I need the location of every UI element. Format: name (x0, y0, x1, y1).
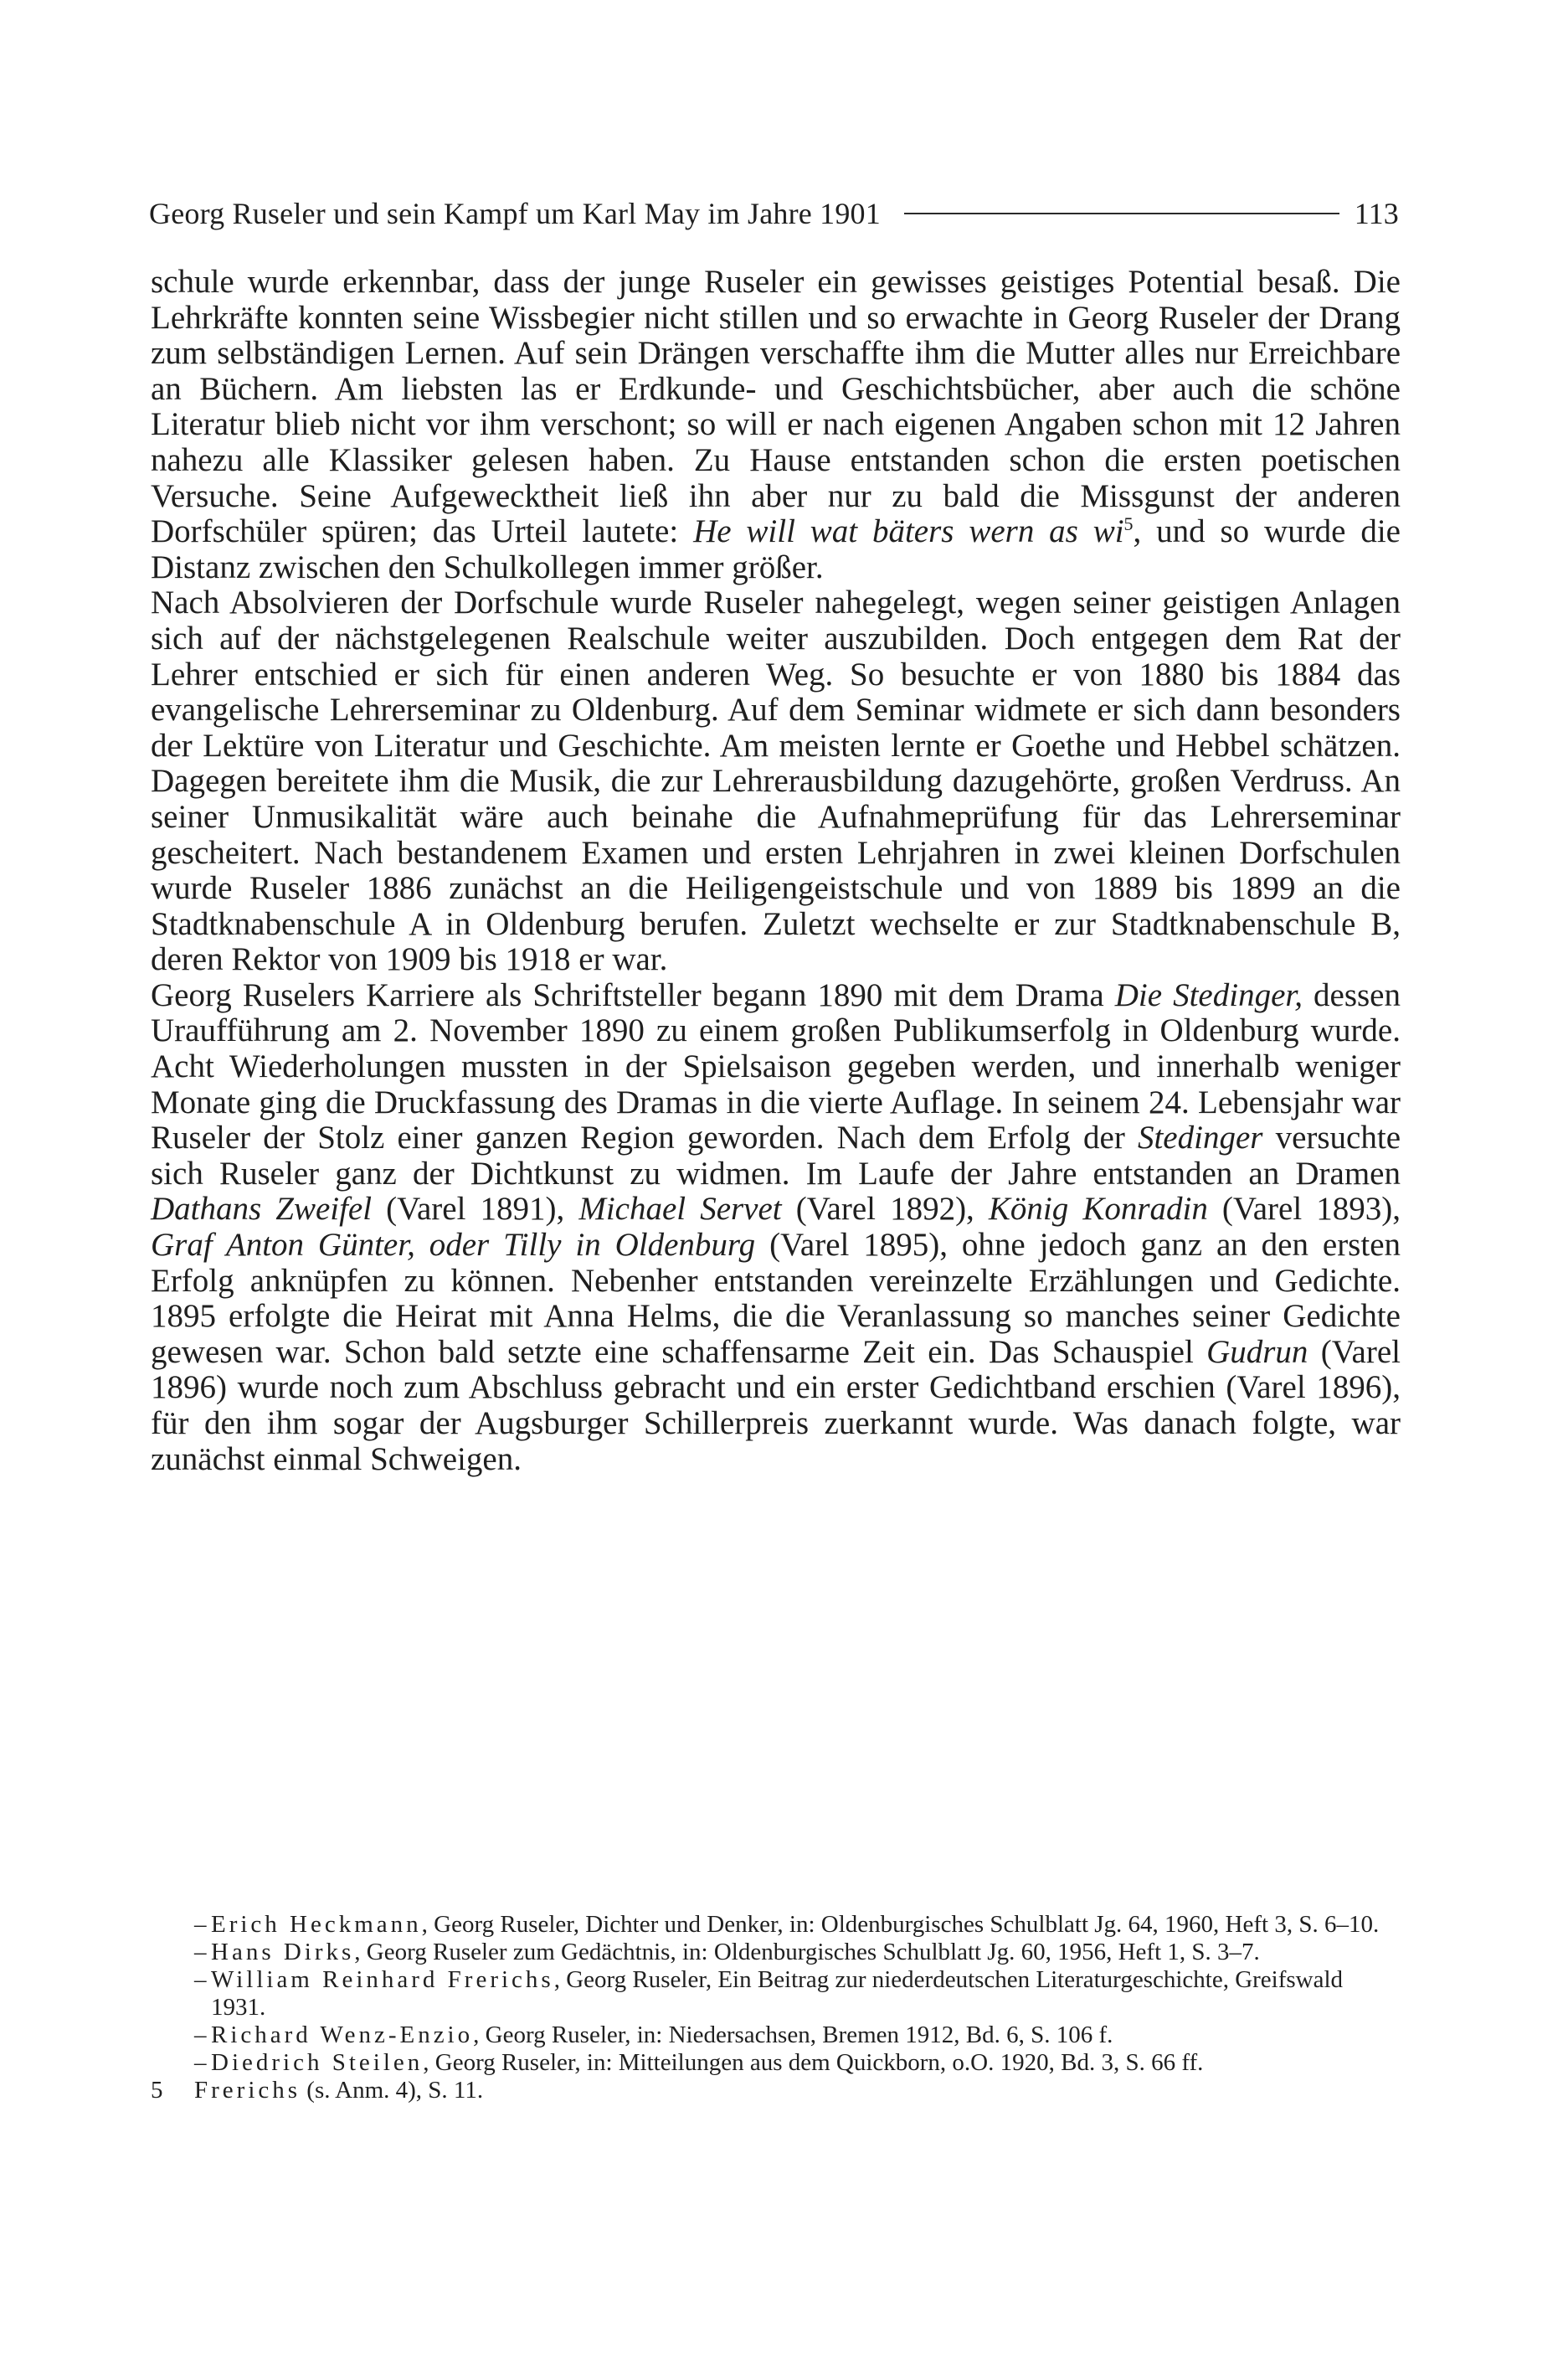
running-header-title: Georg Ruseler und sein Kampf um Karl May im Jahre 1901 (149, 197, 881, 230)
paragraph-2: Nach Absolvieren der Dorfschule wurde Ruseler nahegelegt, wegen seiner geistigen Anlagen sich auf der nächstgelegenen Realschule weiter auszubilden. Doch entgegen dem Rat der Lehrer entschied er sich für einen anderen Weg. So besuchte er von 1880 bis 1884 das evangelische Lehrerseminar zu Oldenburg. Auf dem Seminar widmete er sich dann besonders der Lektüre von Literatur und Geschichte. Am meisten lernte er Goethe und Hebbel schätzen. Dagegen bereitete ihm die Musik, die zur Lehrerausbildung dazugehörte, großen Verdruss. An seiner Unmusikalität wäre auch beinahe die Aufnahmeprüfung für das Lehrerseminar gescheitert. Nach bestandenem Examen und ersten Lehrjahren in zwei kleinen Dorfschulen wurde Ruseler 1886 zunächst an die Heiligengeistschule und von 1889 bis 1899 an die Stadtknabenschule A in Oldenburg berufen. Zuletzt wechselte er zur Stadtknabenschule B, deren Rektor von 1909 bis 1918 er war. (151, 585, 1401, 978)
footnote-author: Erich Heckmann (211, 1911, 422, 1938)
footnotes (151, 1911, 1401, 2104)
footnote-author: William Reinhard Frerichs (211, 1966, 554, 1993)
work-title: Die Stedinger, (1114, 976, 1303, 1013)
page-number: 113 (1354, 197, 1399, 230)
work-title: Graf Anton Günter, oder Tilly in Oldenburg (151, 1227, 756, 1264)
work-title: Dathans Zweifel (151, 1191, 373, 1228)
footnote-4-item: – Erich Heckmann, Georg Ruseler, Dichter und Denker, in: Oldenburgisches Schulblatt Jg. 64, 1960, Heft 3, S. 6–10. (194, 1911, 1380, 1938)
paragraph-1: schule wurde erkennbar, dass der junge Ruseler ein gewisses geistiges Potential besaß. Die Lehrkräfte konnten seine Wissbegier nicht stillen und so erwachte in Georg Ruseler der Drang zum selbständigen Lernen. Auf sein Drängen verschaffte ihm die Mutter alles nur Erreichbare an Büchern. Am liebsten las er Erdkunde- und Geschichtsbücher, aber auch die schöne Literatur blieb nicht vor ihm verschont; so will er nach eigenen Angaben schon mit 12 Jahren nahezu alle Klassiker gelesen haben. Zu Hause entstanden schon die ersten poetischen Versuche. Seine Aufgewecktheit ließ ihn aber nur zu bald die Missgunst der anderen Dorfschüler spüren; das Urteil lautete: He will wat bäters wern as $wi^5$, und so wurde die Distanz zwischen den Schulkollegen immer größer. (151, 264, 1401, 585)
paragraph-3: Georg Ruselers Karriere als Schriftsteller begann 1890 mit dem Drama Die Stedinger, dessen Uraufführung am 2. November 1890 zu einem großen Publikumserfolg in Oldenburg wurde. Acht Wiederholungen mussten in der Spielsaison gegeben werden, und innerhalb weniger Monate ging die Druckfassung des Dramas in die vierte Auflage. In seinem 24. Lebensjahr war Ruseler der Stolz einer ganzen Region geworden. Nach dem Erfolg der Stedinger versuchte sich Ruseler ganz der Dichtkunst zu widmen. Im Laufe der Jahre entstanden an Dramen Dathans Zweifel (Varel 1891), Michael Servet (Varel 1892), König Konradin (Varel 1893), Graf Anton Günter, oder Tilly in Oldenburg (Varel 1895), ohne jedoch ganz an den ersten Erfolg anknüpfen zu können. Nebenher entstanden vereinzelte Erzählungen und Gedichte. 1895 erfolgte die Heirat mit Anna Helms, die die Veranlassung so manches seiner Gedichte gewesen war. Schon bald setzte eine schaffensarme Zeit ein. Das Schauspiel Gudrun (Varel 1896) wurde noch zum Abschluss gebracht und ein erster Gedichtband erschien (Varel 1896), für den ihm sogar der Augsburger Schillerpreis zuerkannt wurde. Was danach folgte, war zunächst einmal Schweigen. (151, 976, 1401, 1477)
work-title: Gudrun (1206, 1333, 1308, 1370)
footnote-4-item: – William Reinhard Frerichs, Georg Ruseler, Ein Beitrag zur niederdeutschen Literaturgeschichte, Greifswald 1931. (194, 1966, 1344, 2021)
body-text (151, 265, 1401, 1477)
footnote-4-item: – Diedrich Steilen, Georg Ruseler, in: Mitteilungen aus dem Quickborn, o.O. 1920, Bd. 3, S. 66 ff. (194, 2049, 1204, 2076)
running-header (149, 188, 1399, 239)
footnote-number: 5 (151, 2077, 163, 2104)
footnote-author: Hans Dirks (211, 1939, 355, 1965)
footnote-ref-5[interactable]: 5 (1123, 513, 1134, 535)
footnote-4-item: – Hans Dirks, Georg Ruseler zum Gedächtnis, in: Oldenburgisches Schulblatt Jg. 60, 1956, Heft 1, S. 3–7. (194, 1939, 1260, 1965)
footnote-5: 5 Frerichs (s. Anm. 4), S. 11. (151, 2077, 484, 2104)
footnote-author: Richard Wenz-Enzio (211, 2022, 474, 2048)
footnote-author: Frerichs (194, 2077, 301, 2104)
work-title: Stedinger (1137, 1120, 1263, 1156)
work-title: König Konradin (988, 1191, 1208, 1228)
header-rule (904, 213, 1339, 214)
footnote-4-item: – Richard Wenz-Enzio, Georg Ruseler, in: Niedersachsen, Bremen 1912, Bd. 6, S. 106 f. (194, 2022, 1113, 2048)
footnote-author: Diedrich Steilen (211, 2049, 424, 2076)
work-title: Michael Servet (578, 1191, 782, 1228)
dialect-quote: He will wat bäters wern as wi (693, 513, 1124, 550)
